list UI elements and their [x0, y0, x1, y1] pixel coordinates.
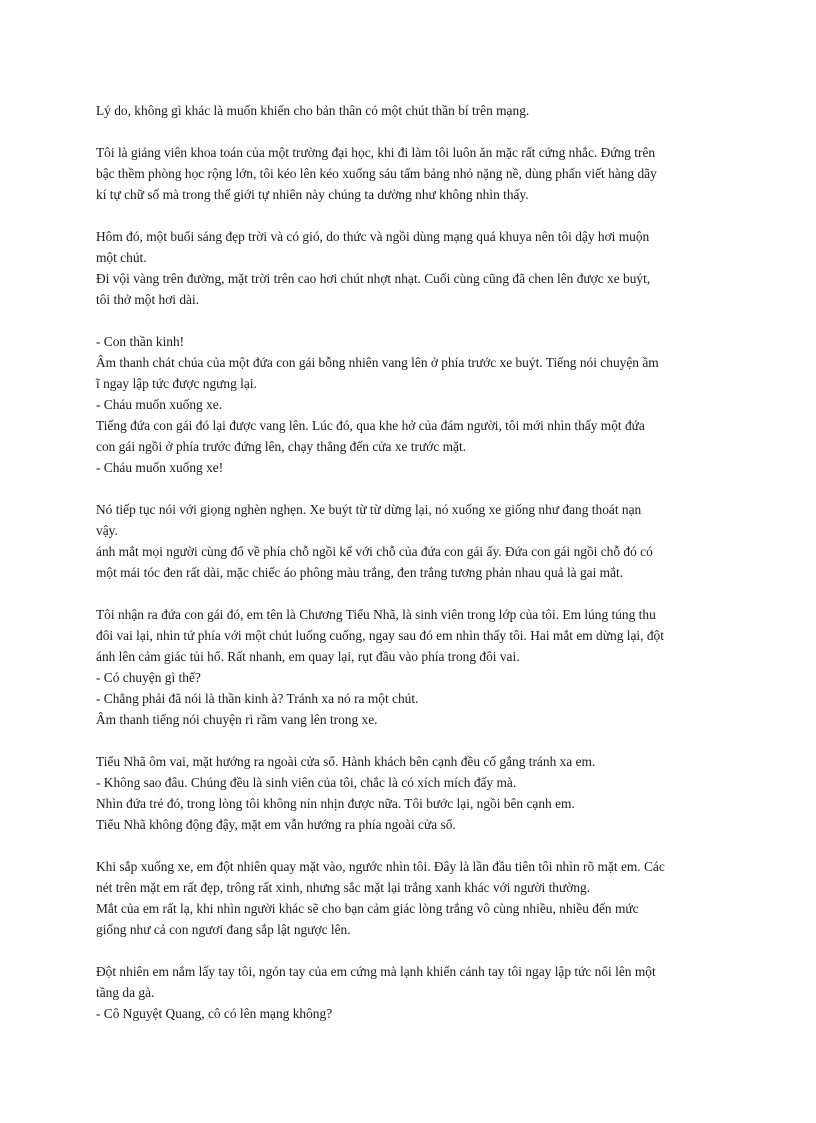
text-line: nét trên mặt em rất đẹp, trông rất xinh, nhưng sắc mặt lại trắng xanh khác với người thường.	[96, 880, 591, 895]
text-line: Nhìn đứa trẻ đó, trong lòng tôi không nín nhịn được nữa. Tôi bước lại, ngồi bên cạnh em.	[96, 796, 575, 811]
text-line: Tiếng đứa con gái đó lại được vang lên. Lúc đó, qua khe hở của đám người, tôi mới nhìn thấy một đứa	[96, 418, 645, 433]
paragraph	[96, 751, 724, 835]
paragraph	[96, 331, 724, 478]
paragraph	[96, 499, 724, 583]
text-line: Đột nhiên em nắm lấy tay tôi, ngón tay của em cứng mà lạnh khiến cánh tay tôi ngay lập tức nổi lên một	[96, 964, 656, 979]
text-line: - Cô Nguyệt Quang, cô có lên mạng không?	[96, 1006, 333, 1021]
text-line: - Có chuyện gì thế?	[96, 670, 201, 685]
paragraph	[96, 604, 724, 730]
text-line: - Không sao đâu. Chúng đều là sinh viên của tôi, chắc là có xích mích đấy mà.	[96, 775, 517, 790]
text-line: ánh mắt mọi người cùng đổ về phía chỗ ngồi kế với chỗ của đứa con gái ấy. Đứa con gái ngồi chỗ đó có	[96, 544, 653, 559]
paragraph	[96, 856, 724, 940]
paragraph	[96, 961, 724, 1024]
text-line: Âm thanh chát chúa của một đứa con gái bỗng nhiên vang lên ở phía trước xe buýt. Tiếng nói chuyện ầm	[96, 355, 659, 370]
text-line: - Chẳng phải đã nói là thần kinh à? Tránh xa nó ra một chút.	[96, 691, 419, 706]
text-line: ĩ ngay lập tức được ngưng lại.	[96, 376, 257, 391]
text-line: Nó tiếp tục nói với giọng nghèn nghẹn. Xe buýt từ từ dừng lại, nó xuống xe giống như đang thoát nạn	[96, 502, 642, 517]
text-line: Mắt của em rất lạ, khi nhìn người khác sẽ cho bạn cảm giác lòng trắng vô cùng nhiều, nhiều đến mức	[96, 901, 639, 916]
text-line: Âm thanh tiếng nói chuyện rì rầm vang lên trong xe.	[96, 712, 378, 727]
text-line: bậc thềm phòng học rộng lớn, tôi kéo lên kéo xuống sáu tấm bảng nhỏ nặng nề, dùng phấn viết hàng dãy	[96, 166, 657, 181]
text-line: Tiểu Nhã không động đậy, mặt em vẫn hướng ra phía ngoài cửa sổ.	[96, 817, 456, 832]
text-line: Hôm đó, một buổi sáng đẹp trời và có gió, do thức và ngồi dùng mạng quá khuya nên tôi dậy hơi muộn	[96, 229, 650, 244]
text-line: vậy.	[96, 523, 118, 538]
text-line: tầng da gà.	[96, 985, 155, 1000]
text-line: con gái ngồi ở phía trước đứng lên, chạy thẳng đến cửa xe trước mặt.	[96, 439, 467, 454]
text-line: một mái tóc đen rất dài, mặc chiếc áo phông màu trắng, đen trắng tương phản nhau quả là gai mắt.	[96, 565, 624, 580]
paragraph	[96, 142, 724, 205]
text-line: Tôi là giảng viên khoa toán của một trường đại học, khi đi làm tôi luôn ăn mặc rất cứng nhắc. Đứng trên	[96, 145, 656, 160]
text-line: Đi vội vàng trên đường, mặt trời trên cao hơi chút nhợt nhạt. Cuối cùng cũng đã chen lên được xe buýt,	[96, 271, 651, 286]
document-body	[96, 100, 724, 1045]
text-line: tôi thở một hơi dài.	[96, 292, 200, 307]
paragraph	[96, 100, 724, 121]
text-line: kí tự chữ số mà trong thế giới tự nhiên này chúng ta dường như không nhìn thấy.	[96, 187, 529, 202]
text-line: một chút.	[96, 250, 147, 265]
text-line: Tôi nhận ra đứa con gái đó, em tên là Chương Tiểu Nhã, là sinh viên trong lớp của tôi. Em lúng túng thu	[96, 607, 656, 622]
text-line: ánh lên cảm giác tủi hổ. Rất nhanh, em quay lại, rụt đầu vào phía trong đôi vai.	[96, 649, 520, 664]
paragraph	[96, 226, 724, 310]
text-line: giống như cả con ngươi đang sắp lật ngược lên.	[96, 922, 351, 937]
text-line: Lý do, không gì khác là muốn khiến cho bản thân có một chút thần bí trên mạng.	[96, 103, 530, 118]
text-line: - Con thần kinh!	[96, 334, 185, 349]
text-line: - Cháu muốn xuống xe.	[96, 397, 223, 412]
text-line: - Cháu muốn xuống xe!	[96, 460, 224, 475]
text-line: Tiểu Nhã ôm vai, mặt hướng ra ngoài cửa sổ. Hành khách bên cạnh đều cố gắng tránh xa em.	[96, 754, 596, 769]
text-line: đôi vai lại, nhìn tứ phía với một chút luống cuống, ngay sau đó em nhìn thấy tôi. Hai mắt em dừng lại, đột	[96, 628, 664, 643]
text-line: Khi sắp xuống xe, em đột nhiên quay mặt vào, ngước nhìn tôi. Đây là lần đầu tiên tôi nhìn rõ mặt em. Các	[96, 859, 665, 874]
